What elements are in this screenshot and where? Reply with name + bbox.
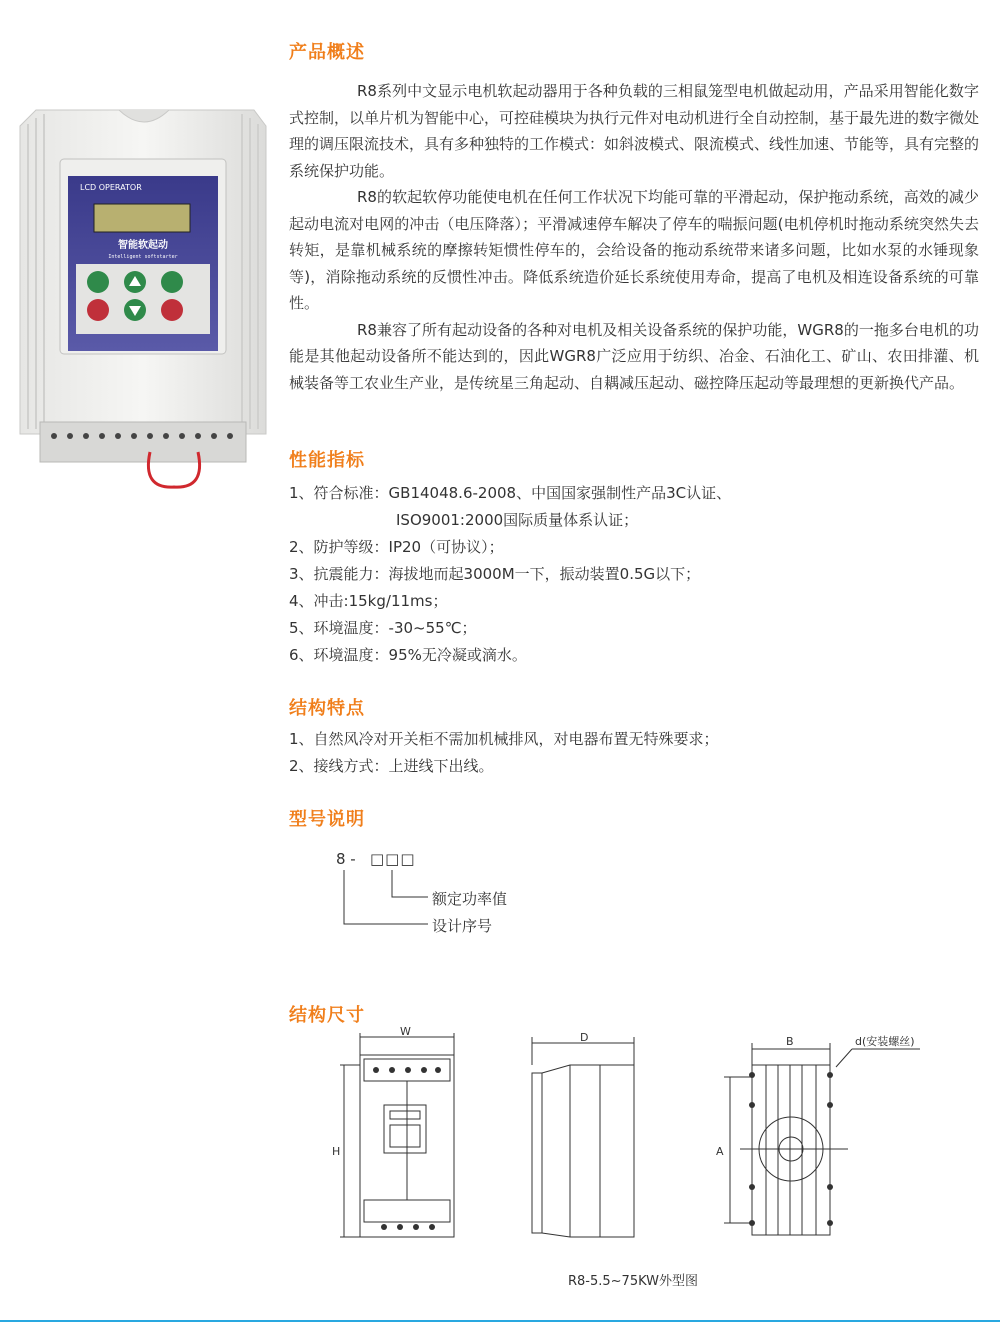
rear-view-drawing (716, 1034, 920, 1235)
overview-paragraph-1: R8系列中文显示电机软起动器用于各种负载的三相鼠笼型电机做起动用，产品采用智能化数字式控制，以单片机为智能中心，可控硅模块为执行元件对电动机进行全自动控制，基于最先进的数字微处理的调压限流技术，具有多种独特的工作模式：如斜波模式、限流模式、线性加速、节能等，具有完整的系统保护功能。 (289, 82, 980, 180)
keypad-button-confirm (87, 271, 109, 293)
structure-list (289, 726, 719, 780)
dim-label-w: W (400, 1025, 411, 1038)
list-item: 2、防护等级：IP20（可协议）； (289, 538, 504, 556)
overview-heading: 产品概述 (289, 42, 365, 63)
keypad-button-run (87, 299, 109, 321)
overview-text (289, 78, 979, 396)
dim-label-a: A (716, 1145, 724, 1158)
list-item: ISO9001:2000国际质量体系认证； (396, 511, 639, 529)
brand-en: Intelligent softstarter (108, 254, 178, 260)
model-heading: 型号说明 (289, 809, 365, 830)
list-item: 5、环境温度：-30~55℃； (289, 619, 477, 637)
keypad-button-start (161, 271, 183, 293)
dim-label-d: D (580, 1031, 589, 1044)
list-item: 4、冲击:15kg/11ms； (289, 592, 448, 610)
model-code-boxes: □□□ (370, 850, 416, 868)
bottom-rule (0, 1320, 1000, 1322)
list-item: 2、接线方式：上进线下出线。 (289, 757, 494, 775)
structure-heading: 结构特点 (289, 698, 365, 719)
overview-paragraph-3: R8兼容了所有起动设备的各种对电机及相关设备系统的保护功能，WGR8的一拖多台电机的功能是其他起动设备所不能达到的，因此WGR8广泛应用于纺织、冶金、石油化工、矿山、农田排灌、机械装备等工农业生产业，是传统星三角起动、自耦减压起动、磁控降压起动等最理想的更新换代产品。 (289, 320, 979, 392)
side-view-drawing (532, 1031, 634, 1237)
brand-cn: 智能软起动 (118, 240, 168, 251)
dimension-caption: R8-5.5~75KW外型图 (568, 1274, 699, 1289)
list-item: 6、环境温度：95%无冷凝或滴水。 (289, 646, 527, 664)
performance-heading: 性能指标 (289, 450, 365, 471)
overview-paragraph-2: R8的软起软停功能使电机在任何工作状况下均能可靠的平滑起动，保护拖动系统，高效的减少起动电流对电网的冲击（电压降落）；平滑减速停车解决了停车的喘振问题(电机停机时拖动系统突然失去转矩，是靠机械系统的摩擦转矩惯性停车的，会给设备的拖动系统带来诸多问题，比如水泵的水锤现象等)，消除拖动系统的反惯性冲击。降低系统造价延长系统使用寿命，提高了电机及相连设备系统的可靠性。 (289, 188, 979, 312)
dimension-drawings (320, 1025, 940, 1255)
model-code-prefix: 8 - (336, 850, 356, 868)
label-design-number: 设计序号 (432, 917, 493, 935)
list-item: 3、抗震能力：海拔地而起3000M一下，振动装置0.5G以下； (289, 565, 701, 583)
dimensions-heading: 结构尺寸 (289, 1005, 365, 1026)
dim-label-h: H (332, 1145, 341, 1158)
label-rated-power: 额定功率值 (432, 890, 508, 908)
panel-title: LCD OPERATOR (80, 183, 142, 192)
dim-label-screw: d(安装螺丝) (855, 1035, 915, 1048)
soft-starter-device-image (14, 104, 272, 494)
keypad-button-stop (161, 299, 183, 321)
dim-label-b: B (786, 1035, 794, 1048)
model-code-diagram (330, 850, 550, 940)
list-item: 1、自然风冷对开关柜不需加机械排风，对电器布置无特殊要求； (289, 730, 719, 748)
front-view-drawing (332, 1025, 454, 1237)
list-item: 1、符合标准：GB14048.6-2008、中国国家强制性产品3C认证、 (289, 484, 732, 502)
performance-list (289, 480, 731, 669)
